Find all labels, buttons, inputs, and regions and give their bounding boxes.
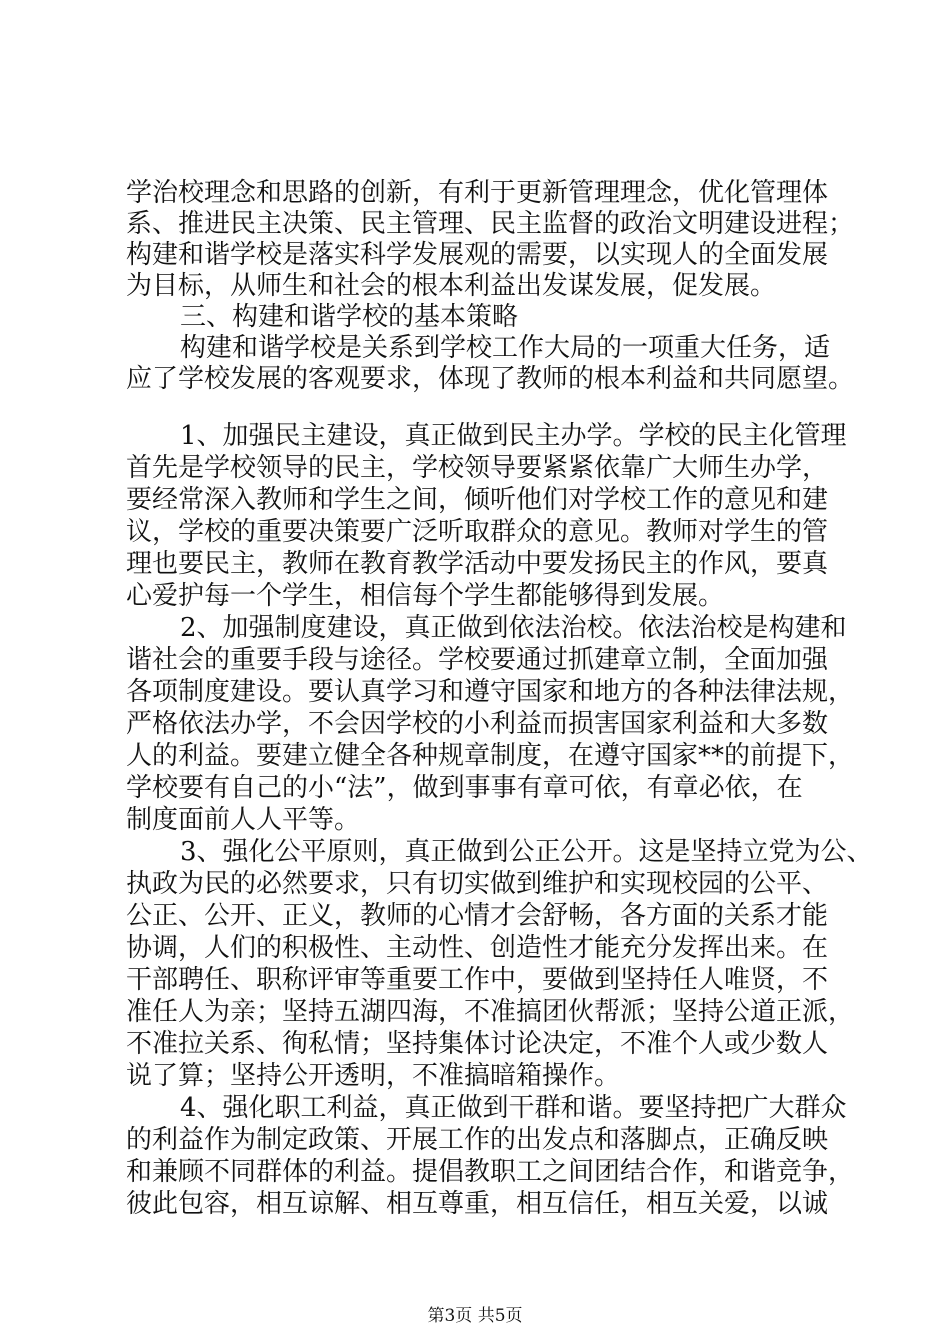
body-line: 制度面前人人平等。 — [126, 805, 361, 835]
page-footer: 第3页 共5页 — [427, 1306, 523, 1326]
body-line: 和兼顾不同群体的利益。提倡教职工之间团结合作，和谐竞争， — [126, 1157, 855, 1187]
body-line: 议，学校的重要决策要广泛听取群众的意见。教师对学生的管 — [126, 517, 829, 547]
body-line: 的利益作为制定政策、开展工作的出发点和落脚点，正确反映 — [126, 1125, 829, 1155]
body-line: 构建和谐学校是关系到学校工作大局的一项重大任务，适 — [180, 333, 831, 363]
body-line: 谐社会的重要手段与途径。学校要通过抓建章立制，全面加强 — [126, 645, 829, 675]
body-line: 严格依法办学，不会因学校的小利益而损害国家利益和大多数 — [126, 709, 829, 739]
body-line: 协调，人们的积极性、主动性、创造性才能充分发挥出来。在 — [126, 933, 829, 963]
body-line: 准任人为亲；坚持五湖四海，不准搞团伙帮派；坚持公道正派， — [126, 997, 855, 1027]
body-line: 应了学校发展的客观要求，体现了教师的根本利益和共同愿望。 — [126, 364, 855, 394]
body-line: 1、加强民主建设，真正做到民主办学。学校的民主化管理 — [180, 421, 847, 451]
body-line: 系、推进民主决策、民主管理、民主监督的政治文明建设进程； — [126, 209, 855, 239]
body-line: 理也要民主，教师在教育教学活动中要发扬民主的作风，要真 — [126, 549, 829, 579]
body-line: 各项制度建设。要认真学习和遵守国家和地方的各种法律法规， — [126, 677, 855, 707]
body-line: 要经常深入教师和学生之间，倾听他们对学校工作的意见和建 — [126, 485, 829, 515]
body-line: 为目标，从师生和社会的根本利益出发谋发展，促发展。 — [126, 271, 777, 301]
body-line: 干部聘任、职称评审等重要工作中，要做到坚持任人唯贤，不 — [126, 965, 829, 995]
body-line: 构建和谐学校是落实科学发展观的需要，以实现人的全面发展 — [126, 240, 829, 270]
body-line: 人的利益。要建立健全各种规章制度，在遵守国家**的前提下， — [126, 741, 855, 771]
body-line: 公正、公开、正义，教师的心情才会舒畅，各方面的关系才能 — [126, 901, 829, 931]
body-line: 2、加强制度建设，真正做到依法治校。依法治校是构建和 — [180, 613, 847, 643]
section-heading: 三、构建和谐学校的基本策略 — [180, 302, 519, 332]
body-line: 说了算；坚持公开透明，不准搞暗箱操作。 — [126, 1061, 621, 1091]
body-line: 首先是学校领导的民主，学校领导要紧紧依靠广大师生办学， — [126, 453, 829, 483]
body-line: 心爱护每一个学生，相信每个学生都能够得到发展。 — [126, 581, 725, 611]
body-line: 4、强化职工利益，真正做到干群和谐。要坚持把广大群众 — [180, 1093, 847, 1123]
body-line: 执政为民的必然要求，只有切实做到维护和实现校园的公平、 — [126, 869, 829, 899]
body-line: 学治校理念和思路的创新，有利于更新管理理念，优化管理体 — [126, 178, 829, 208]
body-line: 学校要有自己的小“法”，做到事事有章可依，有章必依，在 — [126, 773, 803, 803]
body-line: 不准拉关系、徇私情；坚持集体讨论决定，不准个人或少数人 — [126, 1029, 829, 1059]
body-line: 彼此包容，相互谅解、相互尊重，相互信任，相互关爱，以诚 — [126, 1189, 829, 1219]
body-line: 3、强化公平原则，真正做到公正公开。这是坚持立党为公、 — [180, 837, 873, 867]
